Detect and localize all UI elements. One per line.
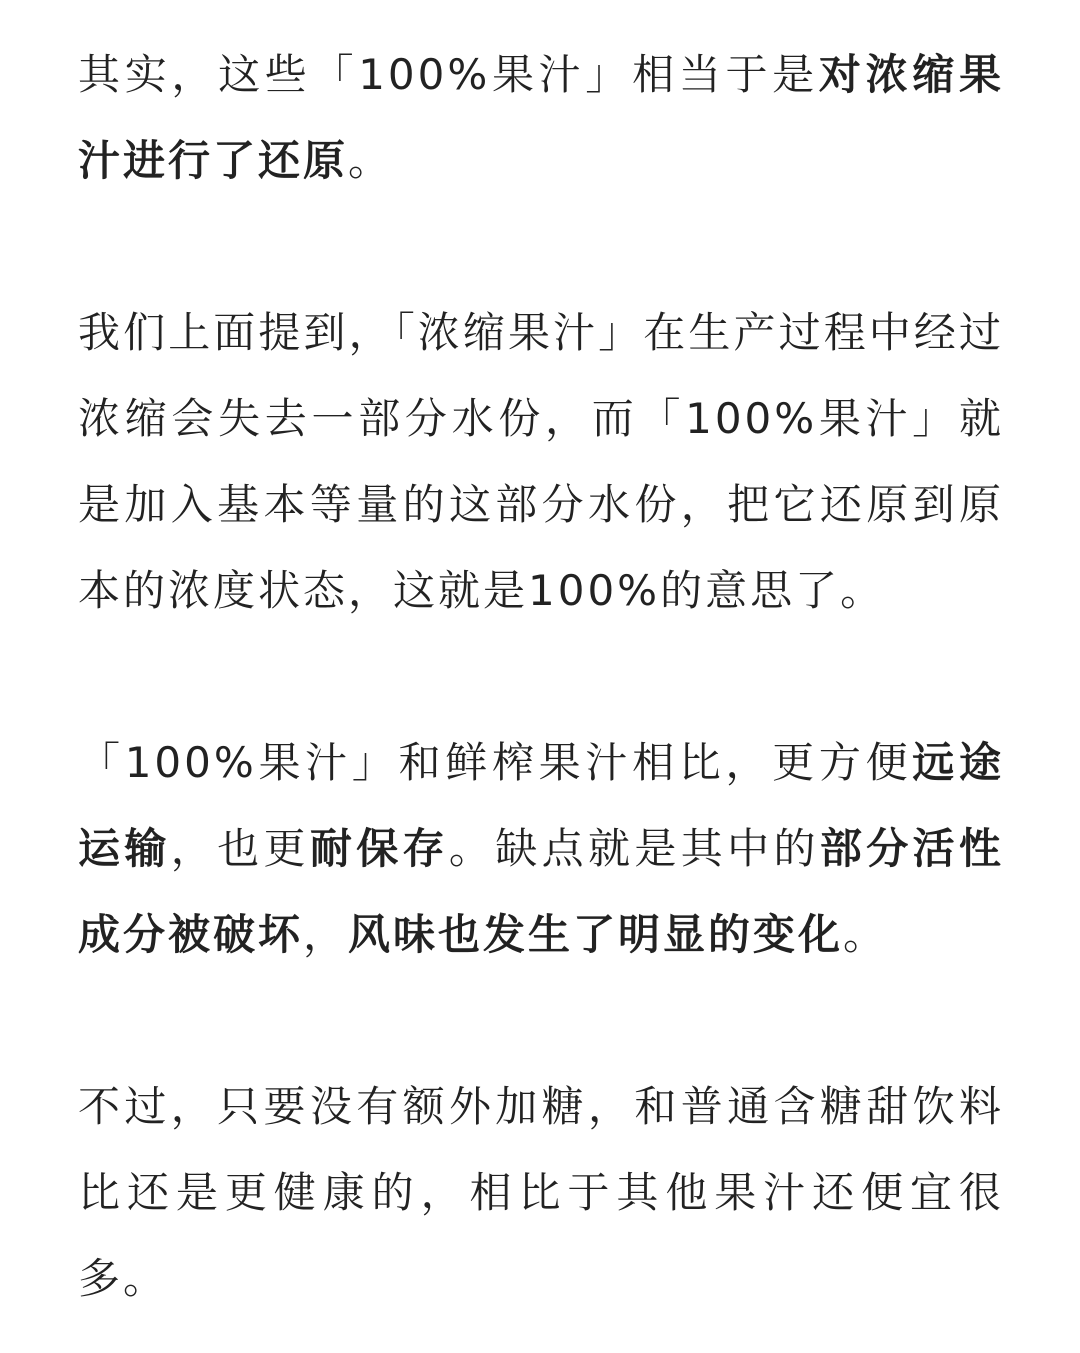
text-segment: 其实，这些「100%果汁」相当于是: [78, 50, 819, 99]
text-segment: ，也更: [170, 824, 310, 873]
text-segment: ，: [303, 910, 349, 959]
paragraph-100-percent-meaning: [78, 290, 1004, 634]
paragraph-health-and-price: [78, 1064, 1004, 1322]
text-segment: 不过，只要没有额外加糖，和普通含糖甜饮料比还是更健康的，相比于其他果汁还便宜很多。: [78, 1082, 1004, 1303]
text-segment: 。: [843, 910, 889, 959]
bold-text-segment: 耐保存: [309, 824, 449, 873]
text-segment: 。: [348, 136, 394, 185]
text-segment: 。缺点就是其中的: [448, 824, 820, 873]
paragraph-pros-and-cons: [78, 720, 1004, 978]
text-segment: 「100%果汁」和鲜榨果汁相比，更方便: [78, 738, 913, 787]
bold-text-segment: 部分活性成分被破坏: [78, 824, 1004, 959]
paragraph-concentrate-restoration: [78, 32, 1004, 204]
article-body: [78, 32, 1004, 1322]
text-segment: 我们上面提到，「浓缩果汁」在生产过程中经过浓缩会失去一部分水份，而「100%果汁」就是加入基本等量的这部分水份，把它还原到原本的浓度状态，这就是100%的意思了。: [78, 308, 1004, 615]
bold-text-segment: 风味也发生了明显的变化: [348, 910, 844, 959]
bold-text-segment: 对浓缩果汁进行了还原: [78, 50, 1004, 185]
bold-text-segment: 远途运输: [78, 738, 1004, 873]
